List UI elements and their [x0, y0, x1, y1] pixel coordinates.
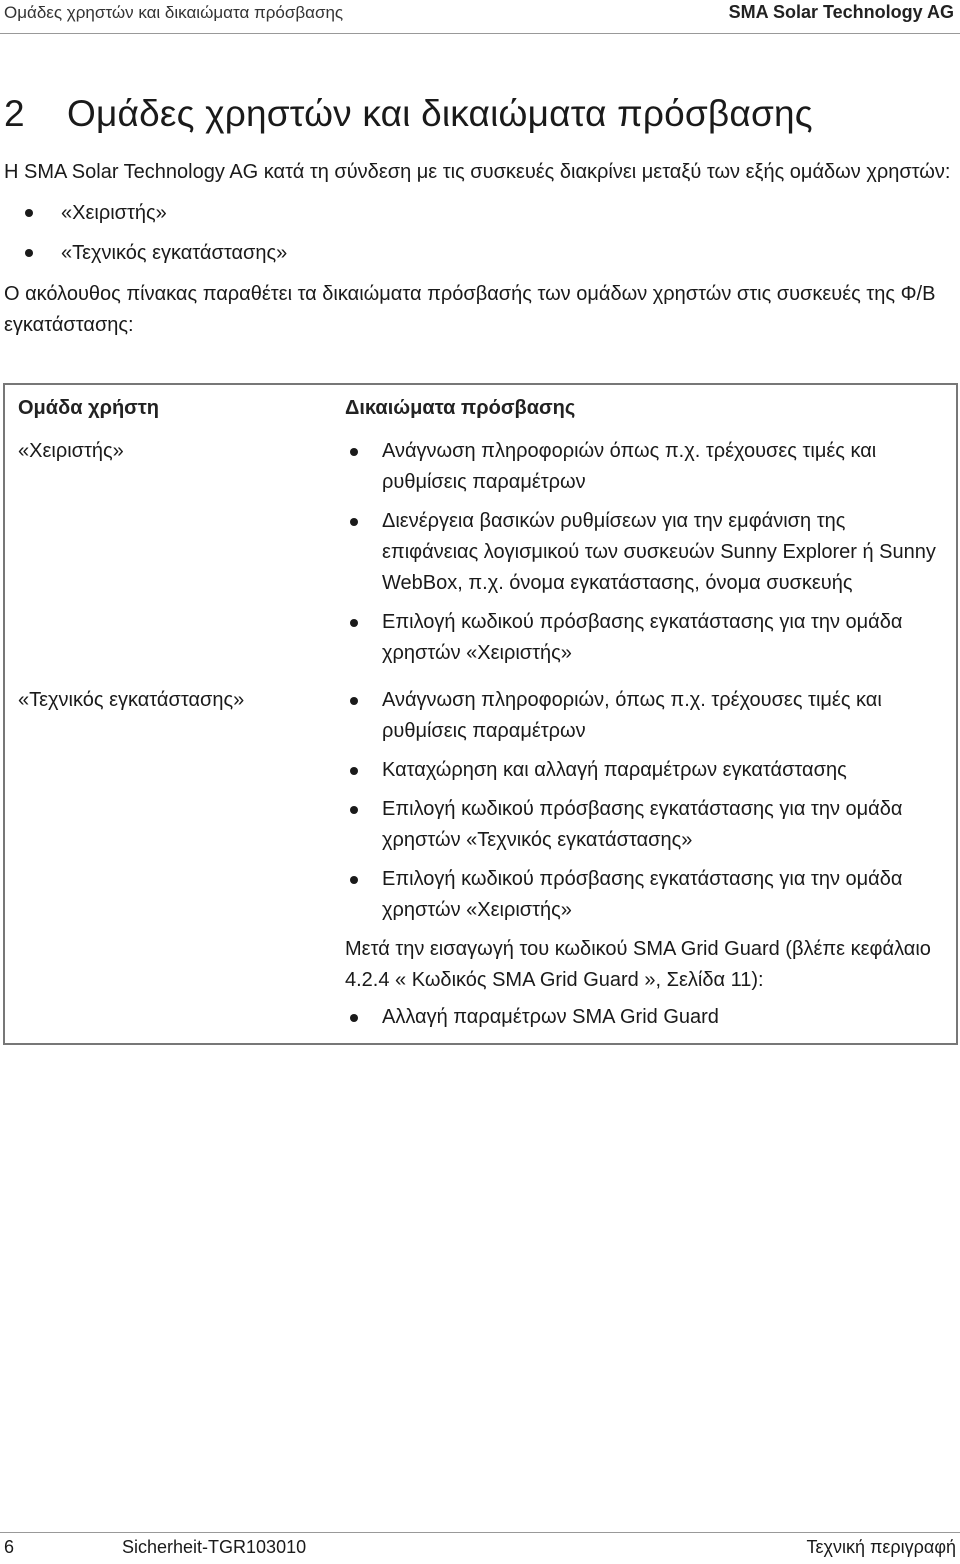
column-header-group: Ομάδα χρήστη — [18, 397, 159, 419]
intro-text — [4, 157, 954, 341]
list-item: Επιλογή κωδικού πρόσβασης εγκατάστασης για την ομάδα χρηστών «Τεχνικός εγκατάστασης» — [345, 794, 946, 856]
table-row — [4, 430, 957, 685]
header-rule — [0, 33, 960, 34]
intro-paragraph-2: Ο ακόλουθος πίνακας παραθέτει τα δικαιώματα πρόσβασής των ομάδων χρηστών στις συσκευές της Φ/Β εγκατάστασης: — [4, 283, 936, 336]
list-item: Καταχώρηση και αλλαγή παραμέτρων εγκατάστασης — [345, 755, 946, 786]
user-group-list — [4, 193, 954, 273]
footer-rule — [0, 1532, 960, 1533]
list-item: Επιλογή κωδικού πρόσβασης εγκατάστασης για την ομάδα χρηστών «Χειριστής» — [345, 864, 946, 926]
section-number: 2 — [4, 93, 25, 134]
column-header-rights: Δικαιώματα πρόσβασης — [345, 397, 576, 419]
list-item: Αλλαγή παραμέτρων SMA Grid Guard — [345, 1002, 946, 1033]
rights-cell — [326, 430, 957, 685]
list-item: Επιλογή κωδικού πρόσβασης εγκατάστασης για την ομάδα χρηστών «Χειριστής» — [345, 607, 946, 669]
table-header-row — [4, 384, 957, 430]
list-item: Ανάγνωση πληροφοριών όπως π.χ. τρέχουσες τιμές και ρυθμίσεις παραμέτρων — [345, 436, 946, 498]
section-title: Ομάδες χρηστών και δικαιώματα πρόσβασης — [67, 93, 813, 134]
list-item: Διενέργεια βασικών ρυθμίσεων για την εμφάνιση της επιφάνειας λογισμικού των συσκευών Sunny Explorer ή Sunny WebBox, π.χ. όνομα εγκατάστασης, όνομα συσκευής — [345, 506, 946, 599]
table-row — [4, 685, 957, 1044]
group-cell: «Τεχνικός εγκατάστασης» — [18, 689, 245, 711]
running-header-company: SMA Solar Technology AG — [728, 2, 954, 22]
running-header-title: Ομάδες χρηστών και δικαιώματα πρόσβασης — [4, 3, 344, 22]
group-cell: «Χειριστής» — [18, 440, 124, 462]
grid-guard-note: Μετά την εισαγωγή του κωδικού SMA Grid Guard (βλέπε κεφάλαιο 4.2.4 « Κωδικός SMA Grid Guard », Σελίδα 11): — [345, 938, 931, 991]
document-code: Sicherheit-TGR103010 — [122, 1537, 307, 1557]
page-number: 6 — [4, 1537, 15, 1557]
list-item: «Χειριστής» — [4, 193, 954, 233]
section-heading — [4, 93, 813, 135]
list-item: «Τεχνικός εγκατάστασης» — [4, 233, 954, 273]
list-item: Ανάγνωση πληροφοριών, όπως π.χ. τρέχουσες τιμές και ρυθμίσεις παραμέτρων — [345, 685, 946, 747]
intro-paragraph-1: Η SMA Solar Technology AG κατά τη σύνδεση με τις συσκευές διακρίνει μεταξύ των εξής ομάδων χρηστών: — [4, 161, 951, 183]
rights-cell — [326, 685, 957, 1044]
access-rights-table — [3, 383, 958, 1045]
document-type: Τεχνική περιγραφή — [806, 1537, 956, 1557]
